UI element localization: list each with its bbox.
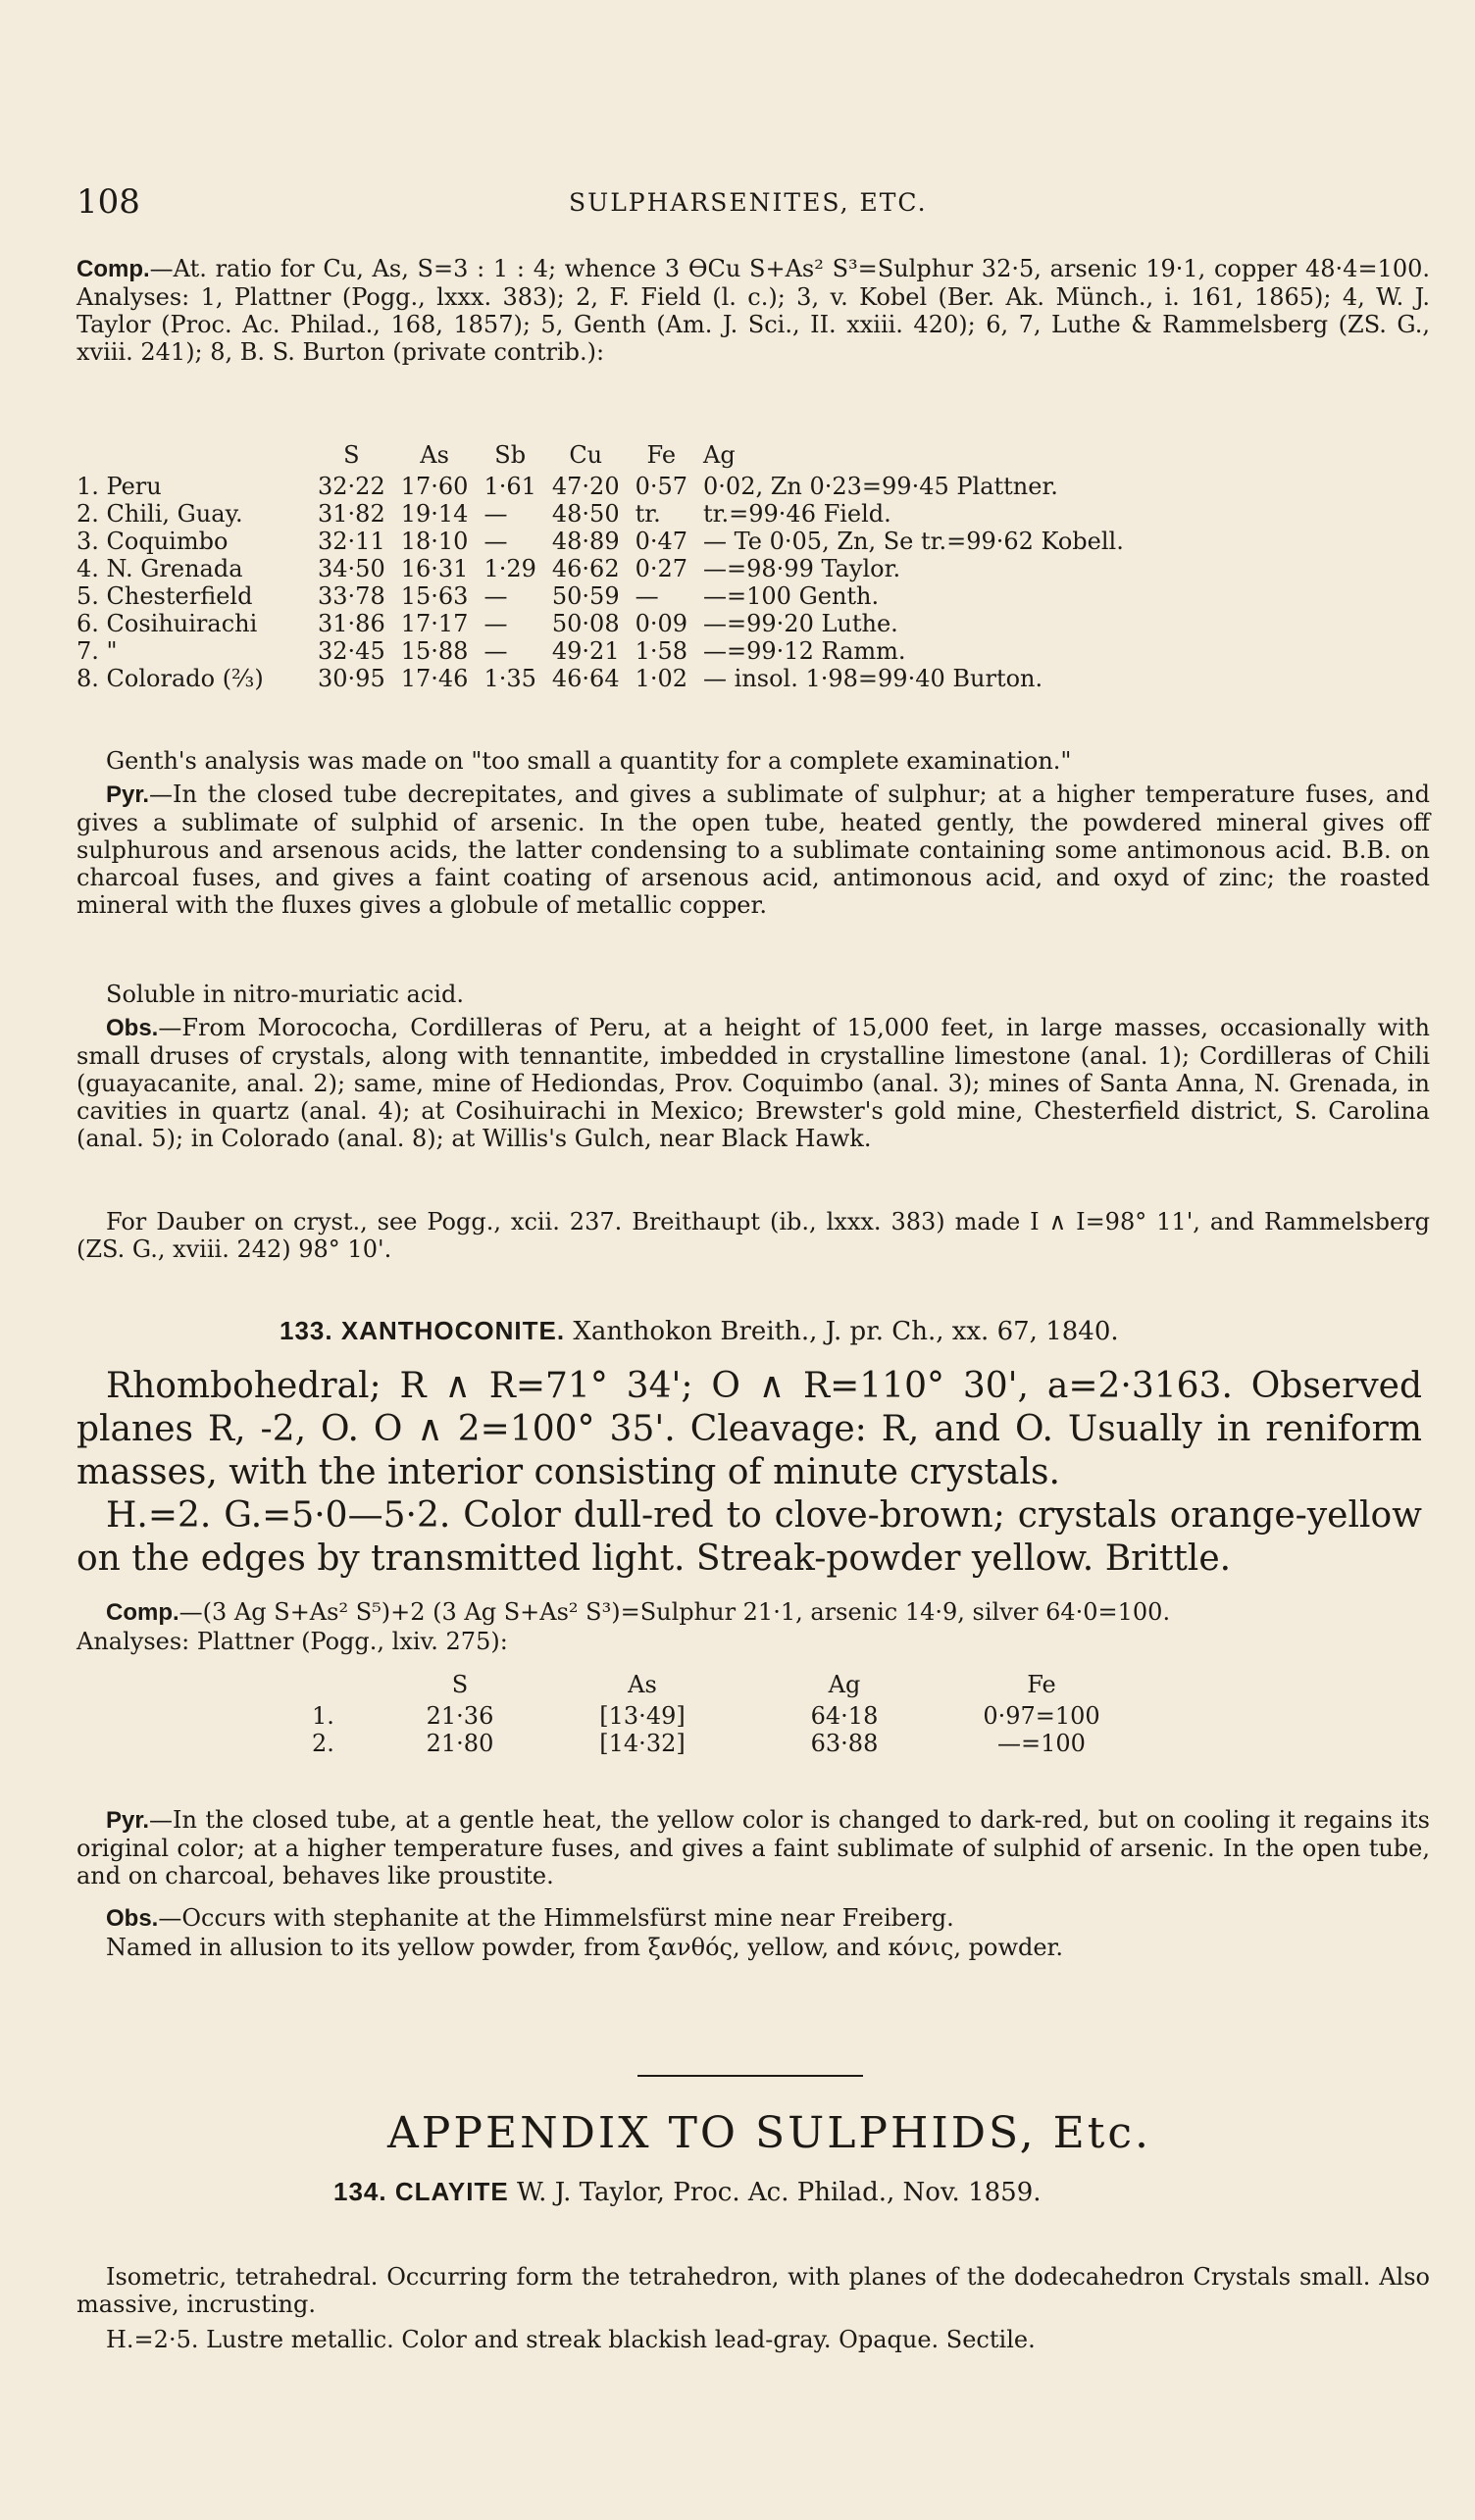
table-cell: 2. xyxy=(312,1730,334,1757)
table-cell: 4. N. Grenada xyxy=(76,555,243,582)
table-cell: 1·58 xyxy=(635,637,688,665)
table-cell: 16·31 xyxy=(400,555,469,582)
clayite-title xyxy=(333,2177,1412,2207)
table-cell: 6. Cosihuirachi xyxy=(76,610,258,637)
table-cell: 48·89 xyxy=(551,528,620,555)
obs-label: Obs. xyxy=(106,1905,159,1932)
table-header-row xyxy=(304,1667,1138,1702)
col-header: As xyxy=(420,441,449,469)
genth-note: Genth's analysis was made on "too small a quantity for a complete examination." xyxy=(106,747,1072,775)
table-cell: 19·14 xyxy=(400,500,469,528)
table-cell: 21·80 xyxy=(426,1730,494,1757)
col-header: As xyxy=(628,1671,657,1698)
pyr-text: —In the closed tube, at a gentle heat, the yellow color is changed to dark-red, but on cooling it regains its original color; at a higher temperature fuses, and gives a faint sublimate of sulphid of arsenic. In the open tube, and on charcoal, behaves like proustite. xyxy=(76,1806,1430,1890)
table-cell: 64·18 xyxy=(810,1702,879,1730)
species-name: CLAYITE xyxy=(394,2177,509,2206)
table-cell: 1·61 xyxy=(483,473,536,500)
table-cell: —=100 Genth. xyxy=(703,582,880,610)
obs-label: Obs. xyxy=(106,1015,159,1041)
table-cell: 33·78 xyxy=(318,582,385,610)
species-name: XANTHOCONITE. xyxy=(340,1316,566,1345)
col-header: S xyxy=(451,1671,469,1698)
table-cell: 31·82 xyxy=(318,500,385,528)
table-cell: 7. " xyxy=(76,637,118,665)
table-cell: tr. xyxy=(635,500,661,528)
table-cell: — xyxy=(483,637,508,665)
col-header: Fe xyxy=(1027,1671,1056,1698)
section-divider xyxy=(637,2075,863,2077)
table-cell: 50·59 xyxy=(551,582,620,610)
table-cell: 48·50 xyxy=(551,500,620,528)
table-cell: 8. Colorado (⅔) xyxy=(76,665,264,692)
analysis-table-2 xyxy=(304,1667,1138,1757)
table-row xyxy=(69,582,1132,610)
table-cell: 0·57 xyxy=(635,473,688,500)
clayite-description: Isometric, tetrahedral. Occurring form the tetrahedron, with planes of the dodecahedron Crystals small. Also massive, incrusting. xyxy=(76,2263,1430,2318)
table-cell: 50·08 xyxy=(551,610,620,637)
table-cell: —=99·20 Luthe. xyxy=(703,610,898,637)
table-cell: 15·88 xyxy=(400,637,469,665)
species-synonym: Xanthokon Breith., J. pr. Ch., xx. 67, 1840. xyxy=(573,1317,1119,1346)
pyr-label: Pyr. xyxy=(106,1807,150,1834)
table-cell: 32·11 xyxy=(318,528,385,555)
table-cell: —=100 xyxy=(997,1730,1086,1757)
table-cell: 32·22 xyxy=(318,473,385,500)
table-cell: — xyxy=(635,582,659,610)
table-cell: 2. Chili, Guay. xyxy=(76,500,243,528)
table-row xyxy=(69,500,1132,528)
table-cell: 0·02, Zn 0·23=99·45 Plattner. xyxy=(703,473,1058,500)
table-cell: — insol. 1·98=99·40 Burton. xyxy=(703,665,1043,692)
table-cell: 1·35 xyxy=(483,665,536,692)
table-cell: — Te 0·05, Zn, Se tr.=99·62 Kobell. xyxy=(703,528,1124,555)
obs-text: —Occurs with stephanite at the Himmelsfürst mine near Freiberg. xyxy=(158,1904,954,1932)
table-header-row xyxy=(69,437,1132,473)
table-row xyxy=(69,528,1132,555)
table-cell: 5. Chesterfield xyxy=(76,582,253,610)
table-cell: 1. Peru xyxy=(76,473,162,500)
comp-label: Comp. xyxy=(106,1599,179,1626)
page-number: 108 xyxy=(76,182,140,222)
table-cell: 34·50 xyxy=(318,555,385,582)
table-cell: 18·10 xyxy=(400,528,469,555)
comp-text: —(3 Ag S+As² S⁵)+2 (3 Ag S+As² S³)=Sulphur 21·1, arsenic 14·9, silver 64·0=100. xyxy=(178,1598,1171,1626)
table-cell: 49·21 xyxy=(551,637,620,665)
col-header: S xyxy=(343,441,360,469)
species-number: 133. xyxy=(280,1316,333,1345)
xanthoconite-description: Rhombohedral; R ∧ R=71° 34'; O ∧ R=110° 30', a=2·3163. Observed planes R, -2, O. O ∧ 2=100° 35'. Cleavage: R, and O. Usually in reniform masses, with the interior consisting of minute crystals. xyxy=(76,1366,1422,1492)
table-cell: 46·64 xyxy=(551,665,620,692)
table-cell: 15·63 xyxy=(400,582,469,610)
xantho-analyses-label: Analyses: Plattner (Pogg., lxiv. 275): xyxy=(76,1628,508,1655)
table-row xyxy=(69,610,1132,637)
col-header: Ag xyxy=(703,441,736,469)
col-header: Cu xyxy=(569,441,603,469)
table-cell: —=99·12 Ramm. xyxy=(703,637,906,665)
table-cell: — xyxy=(483,500,508,528)
table-row xyxy=(69,473,1132,500)
col-header: Ag xyxy=(828,1671,861,1698)
table-cell: 0·09 xyxy=(635,610,688,637)
table-cell: 17·17 xyxy=(400,610,469,637)
appendix-title: APPENDIX TO SULPHIDS, Etc. xyxy=(387,2108,1152,2158)
table-cell: 3. Coquimbo xyxy=(76,528,229,555)
table-cell: —=98·99 Taylor. xyxy=(703,555,901,582)
species-reference: W. J. Taylor, Proc. Ac. Philad., Nov. 1859. xyxy=(516,2178,1042,2207)
pyr-text: —In the closed tube decrepitates, and gives a sublimate of sulphur; at a higher temperature fuses, and gives a sublimate of sulphid of arsenic. In the open tube, heated gently, the powdered mineral gives off sulphurous and arsenous acids, the latter condensing to a sublimate containing some antimonous acid. B.B. on charcoal fuses, and gives a faint coating of arsenous acid, antimonous acid, and oxyd of zinc; the roasted mineral with the fluxes gives a globule of metallic copper. xyxy=(76,781,1430,919)
obs-paragraph xyxy=(76,1014,1430,1152)
table-cell: 17·60 xyxy=(400,473,469,500)
table-row xyxy=(304,1730,1138,1757)
soluble-note: Soluble in nitro-muriatic acid. xyxy=(106,981,464,1008)
dauber-paragraph: For Dauber on cryst., see Pogg., xcii. 237. Breithaupt (ib., lxxx. 383) made I ∧ I=98° 11', and Rammelsberg (ZS. G., xviii. 242) 98° 10'. xyxy=(76,1208,1430,1263)
col-header: Sb xyxy=(494,441,527,469)
obs-text: —From Morococha, Cordilleras of Peru, at a height of 15,000 feet, in large masses, occasionally with small druses of crystals, along with tennantite, imbedded in crystalline limestone (anal. 1); Cordilleras of Chili (guayacanite, anal. 2); same, mine of Hediondas, Prov. Coquimbo (anal. 3); mines of Santa Anna, N. Grenada, in cavities in quartz (anal. 4); at Cosihuirachi in Mexico; Brewster's gold mine, Chesterfield district, S. Carolina (anal. 5); in Colorado (anal. 8); at Willis's Gulch, near Black Hawk. xyxy=(76,1014,1430,1152)
table-cell: 30·95 xyxy=(318,665,385,692)
comp-text: —At. ratio for Cu, As, S=3 : 1 : 4; whence 3 ӨCu S+As² S³=Sulphur 32·5, arsenic 19·1, copper 48·4=100. Analyses: 1, Plattner (Pogg., lxxx. 383); 2, F. Field (l. c.); 3, v. Kobel (Ber. Ak. Münch., i. 161, 1865); 4, W. J. Taylor (Proc. Ac. Philad., 168, 1857); 5, Genth (Am. J. Sci., II. xxiii. 420); 6, 7, Luthe & Rammelsberg (ZS. G., xviii. 241); 8, B. S. Burton (private contrib.): xyxy=(76,255,1430,366)
table-cell: tr.=99·46 Field. xyxy=(703,500,891,528)
table-cell: 1. xyxy=(312,1702,334,1730)
analysis-table-1 xyxy=(69,437,1132,692)
xantho-pyr-paragraph xyxy=(76,1806,1430,1890)
col-header: Fe xyxy=(646,441,677,469)
running-title: SULPHARSENITES, ETC. xyxy=(569,188,928,217)
table-cell: [13·49] xyxy=(599,1702,686,1730)
comp-label: Comp. xyxy=(76,256,150,282)
table-cell: 0·27 xyxy=(635,555,688,582)
table-cell: 63·88 xyxy=(810,1730,879,1757)
table-row xyxy=(304,1702,1138,1730)
table-cell: — xyxy=(483,610,508,637)
table-row xyxy=(69,555,1132,582)
table-cell: 21·36 xyxy=(426,1702,494,1730)
table-cell: 1·02 xyxy=(635,665,688,692)
naming-note: Named in allusion to its yellow powder, from ξανθός, yellow, and κόνις, powder. xyxy=(106,1934,1064,1961)
table-cell: 17·46 xyxy=(400,665,469,692)
pyr-paragraph xyxy=(76,781,1430,919)
table-cell: 31·86 xyxy=(318,610,385,637)
xanthoconite-properties: H.=2. G.=5·0—5·2. Color dull-red to clove-brown; crystals orange-yellow on the edges by transmitted light. Streak-powder yellow. Brittle. xyxy=(76,1495,1422,1579)
table-row xyxy=(69,637,1132,665)
xantho-comp-paragraph xyxy=(76,1598,1430,1627)
comp-paragraph xyxy=(76,255,1430,366)
table-cell: 0·97=100 xyxy=(983,1702,1100,1730)
table-cell: — xyxy=(483,528,508,555)
table-cell: 32·45 xyxy=(318,637,385,665)
table-cell: [14·32] xyxy=(599,1730,686,1757)
table-cell: 1·29 xyxy=(483,555,536,582)
table-cell: 47·20 xyxy=(551,473,620,500)
table-row xyxy=(69,665,1132,692)
table-cell: — xyxy=(483,582,508,610)
pyr-label: Pyr. xyxy=(106,781,150,808)
table-cell: 0·47 xyxy=(635,528,688,555)
xantho-obs-paragraph xyxy=(106,1904,1430,1933)
xanthoconite-title xyxy=(280,1316,1407,1346)
species-number: 134. xyxy=(333,2177,387,2206)
table-cell: 46·62 xyxy=(551,555,620,582)
clayite-properties: H.=2·5. Lustre metallic. Color and streak blackish lead-gray. Opaque. Sectile. xyxy=(106,2326,1036,2353)
